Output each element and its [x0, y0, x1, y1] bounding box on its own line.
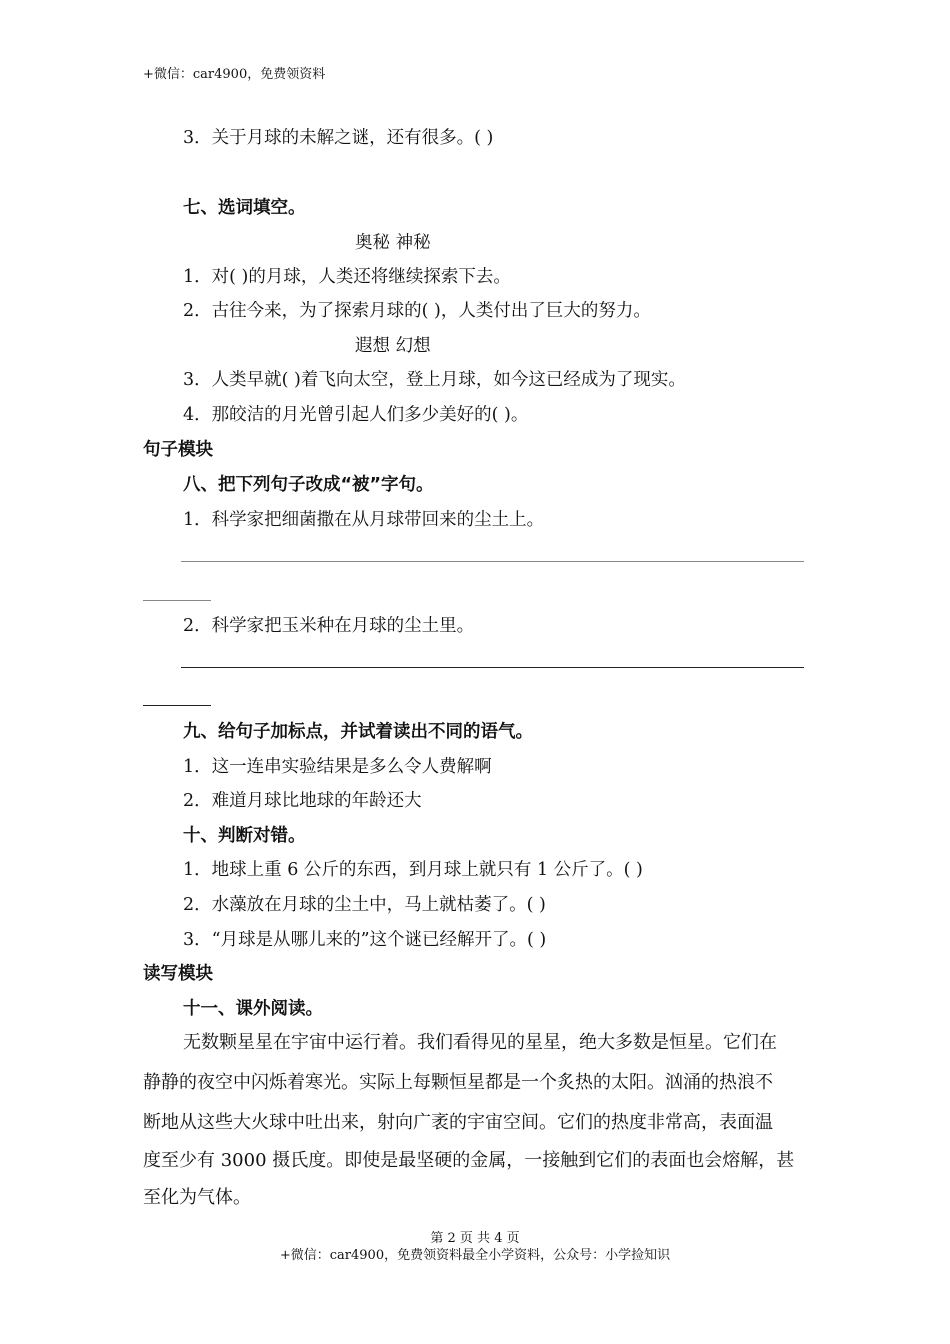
q8-answer-line-2-cont [143, 705, 211, 706]
reading-line-5: 至化为气体。 [143, 1187, 251, 1208]
q8-title: 八、把下列句子改成“被”字句。 [183, 475, 434, 495]
q7-item-4: 4．那皎洁的月光曾引起人们多少美好的( )。 [183, 405, 529, 425]
q7-title: 七、选词填空。 [183, 198, 306, 218]
q9-title: 九、给句子加标点，并试着读出不同的语气。 [183, 722, 533, 742]
q7-item-1: 1．对( )的月球，人类还将继续探索下去。 [183, 267, 511, 287]
q10-item-3: 3．“月球是从哪儿来的”这个谜已经解开了。( ) [183, 930, 547, 950]
reading-line-3: 断地从这些大火球中吐出来，射向广袤的宇宙空间。它们的热度非常高，表面温 [143, 1112, 773, 1133]
q10-title: 十、判断对错。 [183, 826, 306, 846]
module-sentence-heading: 句子模块 [143, 440, 213, 460]
q10-item-1: 1．地球上重 6 公斤的东西，到月球上就只有 1 公斤了。( ) [183, 860, 643, 880]
q9-item-1: 1．这一连串实验结果是多么令人费解啊 [183, 757, 492, 777]
q7-item-3: 3．人类早就( )着飞向太空，登上月球，如今这已经成为了现实。 [183, 370, 686, 390]
reading-line-4: 度至少有 3000 摄氏度。即使是最坚硬的金属，一接触到它们的表面也会熔解，甚 [143, 1150, 795, 1171]
q8-answer-line-2 [181, 667, 804, 668]
reading-line-2: 静静的夜空中闪烁着寒光。实际上每颗恒星都是一个炙热的太阳。汹涌的热浪不 [143, 1072, 773, 1093]
q7-item-2: 2．古往今来，为了探索月球的( )，人类付出了巨大的努力。 [183, 301, 651, 321]
q7-word-choices-2: 遐想 幻想 [355, 336, 431, 356]
q8-item-2: 2．科学家把玉米种在月球的尘土里。 [183, 616, 475, 636]
q9-item-2: 2．难道月球比地球的年龄还大 [183, 791, 422, 811]
footer-watermark: +微信：car4900，免费领资料最全小学资料，公众号：小学捡知识 [279, 1248, 671, 1263]
q8-item-1: 1．科学家把细菌撒在从月球带回来的尘土上。 [183, 510, 545, 530]
q8-answer-line-1-cont [143, 600, 211, 601]
module-readwrite-heading: 读写模块 [143, 964, 213, 984]
reading-line-1: 无数颗星星在宇宙中运行着。我们看得见的星星，绝大多数是恒星。它们在 [183, 1032, 777, 1053]
q8-answer-line-1 [181, 561, 804, 562]
header-watermark: +微信：car4900，免费领资料 [143, 67, 326, 82]
q7-word-choices-1: 奥秘 神秘 [355, 233, 431, 253]
page-number: 第 2 页 共 4 页 [430, 1231, 520, 1246]
q10-item-2: 2．水藻放在月球的尘土中，马上就枯萎了。( ) [183, 895, 546, 915]
q11-title: 十一、课外阅读。 [183, 999, 323, 1019]
q6-item-3: 3．关于月球的未解之谜，还有很多。( ) [183, 128, 494, 148]
